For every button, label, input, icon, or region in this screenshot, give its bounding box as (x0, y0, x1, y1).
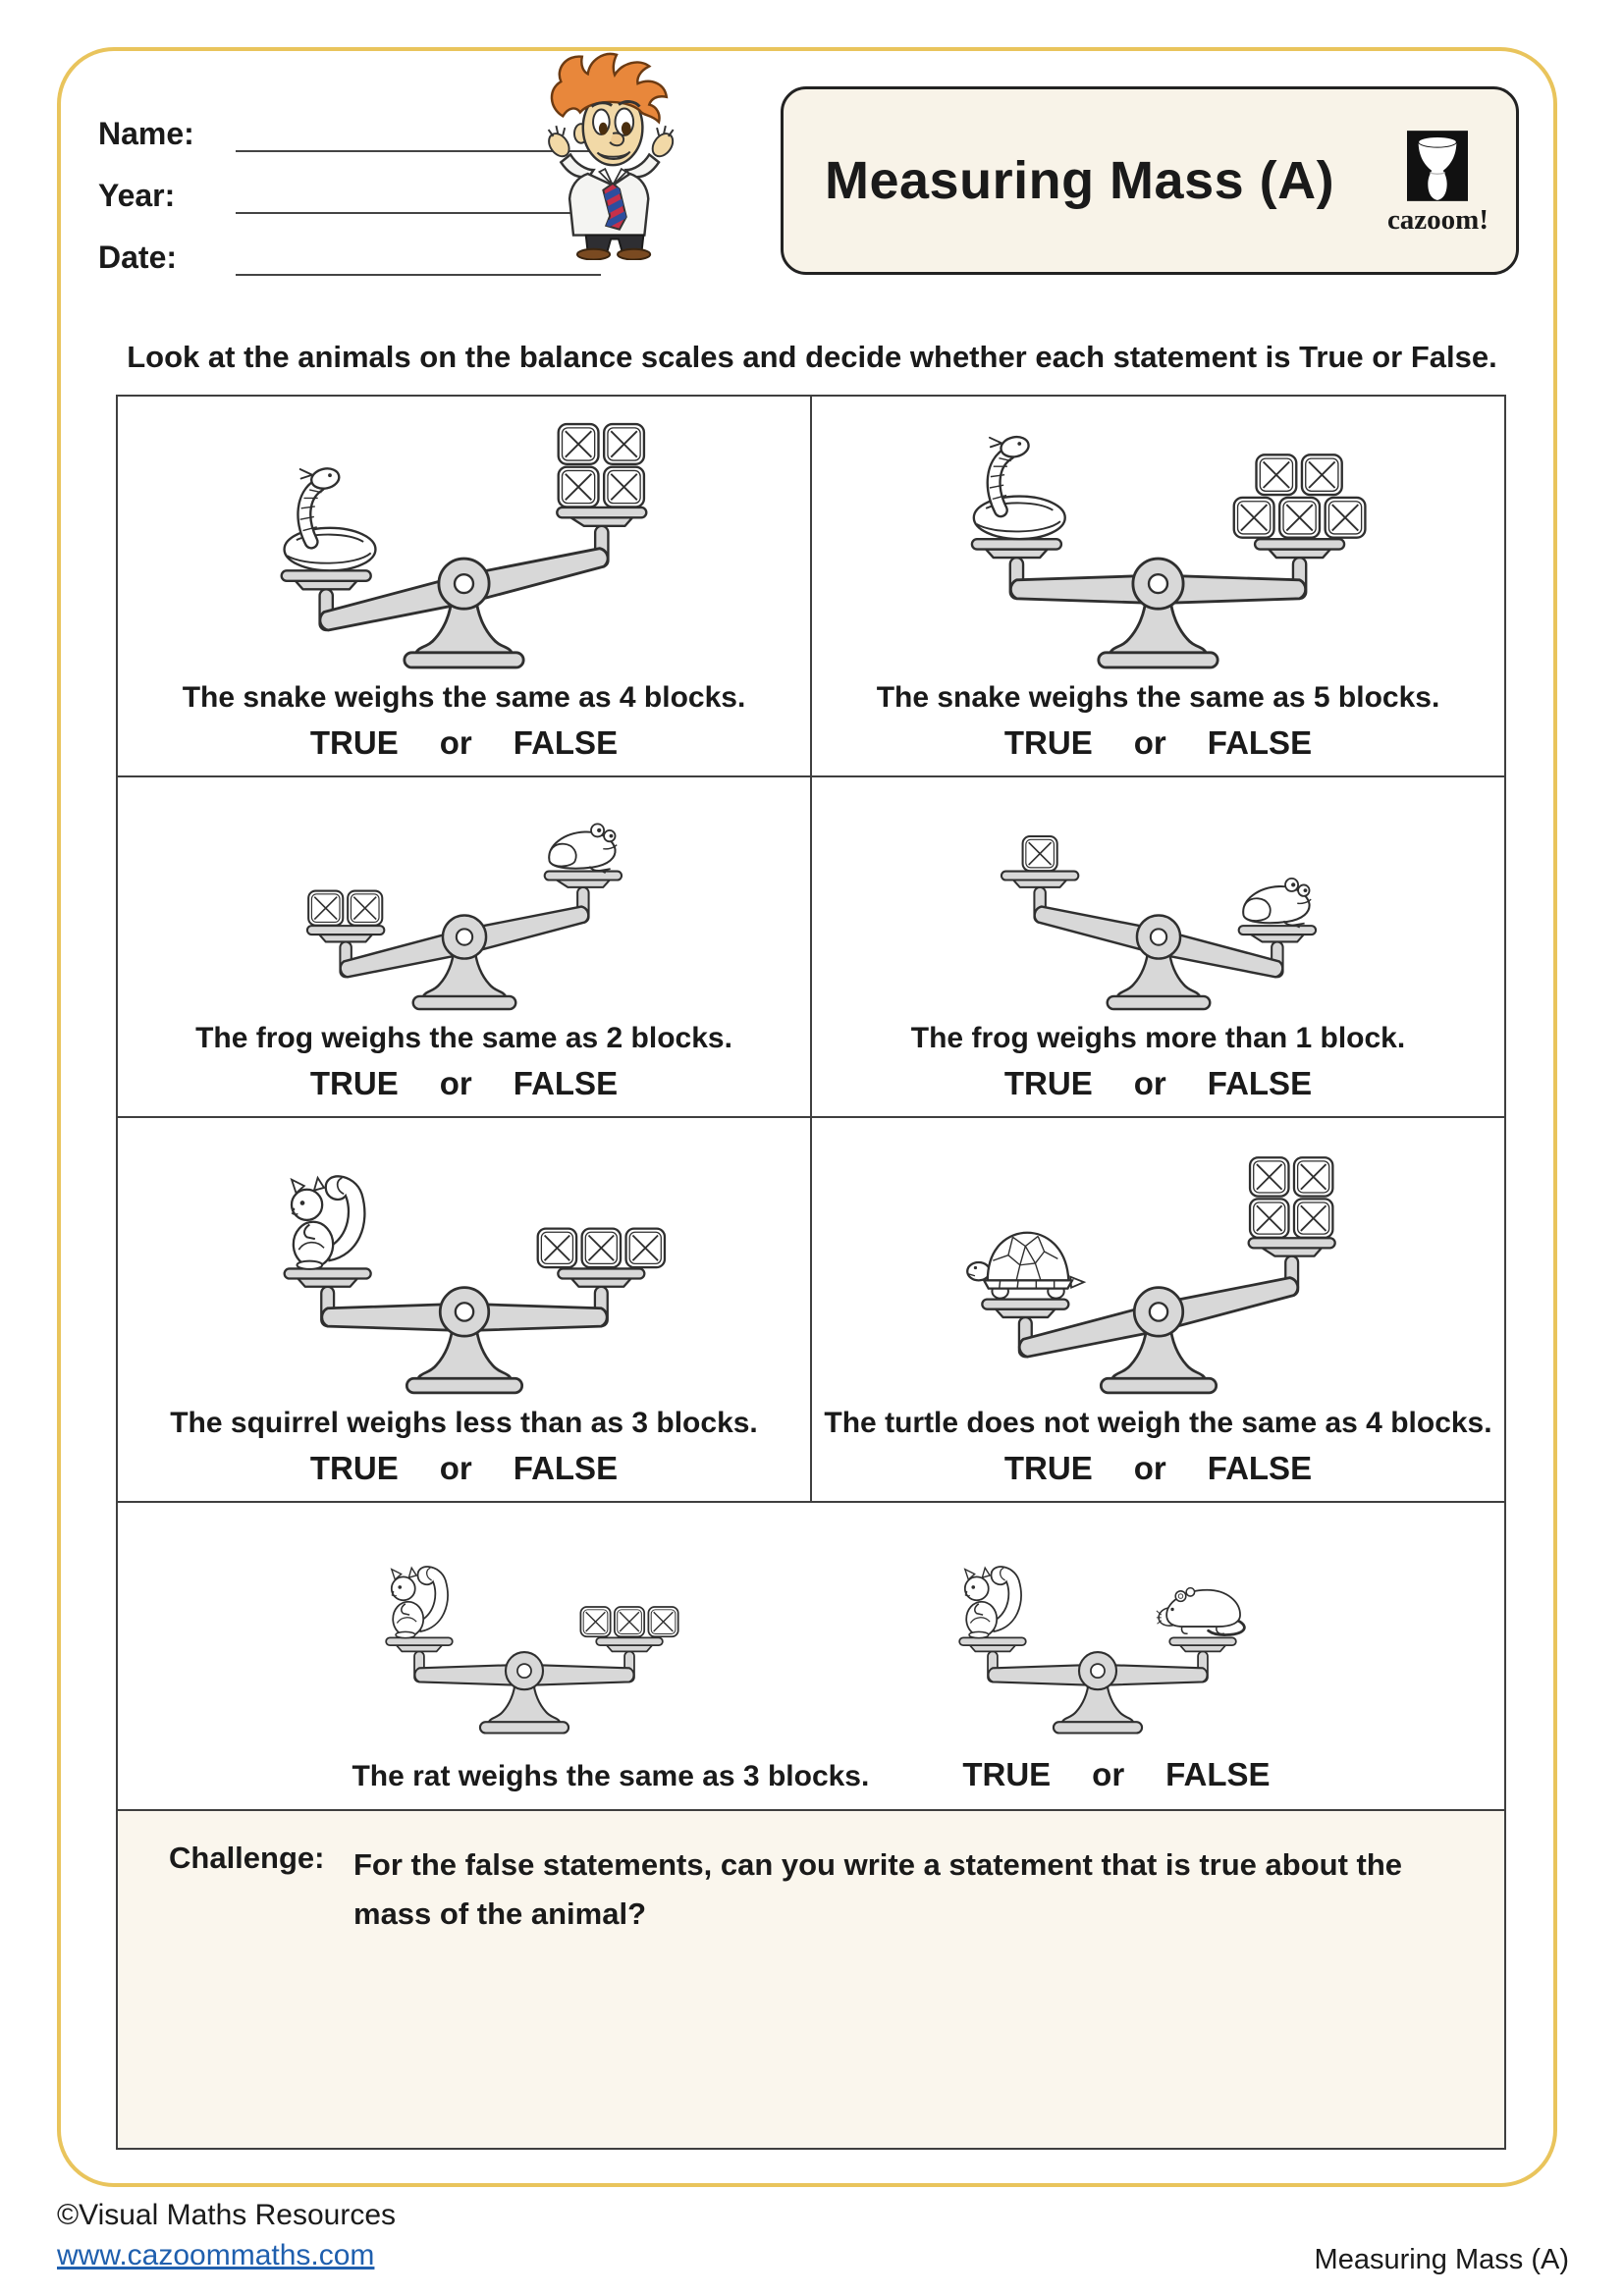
mascot-shoe-right (618, 249, 650, 260)
balance-scale-squirrel-rat (932, 1533, 1264, 1740)
grid-row-2 (118, 775, 1504, 1116)
false-option[interactable]: FALSE (513, 1450, 619, 1486)
scales-pair (118, 1503, 1504, 1740)
balance-scale-2-blocks-frog (268, 777, 661, 1018)
cazoom-logo-text: cazoom! (1386, 204, 1489, 236)
grid-row-4 (118, 1501, 1504, 1809)
question-line (118, 1740, 1504, 1809)
balance-scale-squirrel-3-blocks (358, 1533, 690, 1740)
question-cell-4 (810, 777, 1504, 1116)
grid-row-3 (118, 1116, 1504, 1501)
title-box (781, 86, 1519, 275)
answer-options (310, 724, 618, 762)
copyright-text: ©Visual Maths Resources (57, 2199, 397, 2231)
mascot-hand-right (648, 130, 677, 160)
year-label: Year: (98, 178, 176, 213)
question-statement: The rat weighs the same as 3 blocks. (352, 1760, 870, 1792)
false-option[interactable]: FALSE (1207, 724, 1313, 761)
balance-scale-turtle-4-blocks (943, 1133, 1375, 1403)
or-label: or (1133, 724, 1166, 761)
question-cell-1 (118, 397, 810, 775)
page-title: Measuring Mass (A) (825, 151, 1335, 210)
challenge-label: Challenge: (169, 1841, 325, 1875)
balance-scale-1-block-frog (962, 777, 1355, 1018)
or-label: or (439, 1065, 472, 1101)
date-field-row (98, 214, 601, 276)
question-cell-7 (118, 1503, 1504, 1809)
answer-options (310, 1065, 618, 1102)
balance-scale-snake-5-blocks (935, 399, 1381, 677)
date-label: Date: (98, 240, 178, 275)
question-statement: The frog weighs the same as 2 blocks. (195, 1022, 732, 1054)
or-label: or (439, 724, 472, 761)
true-option[interactable]: TRUE (1003, 1065, 1093, 1101)
grid-row-1 (118, 397, 1504, 775)
true-option[interactable]: TRUE (309, 1450, 399, 1486)
or-label: or (1133, 1065, 1166, 1101)
or-label: or (1133, 1450, 1166, 1486)
answer-options (1004, 724, 1312, 762)
false-option[interactable]: FALSE (513, 1065, 619, 1101)
false-option[interactable]: FALSE (1207, 1450, 1313, 1486)
name-field-row (98, 90, 601, 152)
cazoom-logo (1387, 131, 1489, 237)
answer-options (1004, 1450, 1312, 1487)
answer-options (962, 1756, 1270, 1793)
true-option[interactable]: TRUE (309, 724, 399, 761)
question-statement: The snake weighs the same as 5 blocks. (876, 681, 1440, 714)
student-fields (98, 90, 601, 276)
or-label: or (1092, 1756, 1125, 1792)
true-option[interactable]: TRUE (962, 1756, 1052, 1792)
challenge-text: For the false statements, can you write a statement that is true about the mass of the animal? (353, 1847, 1403, 1931)
answer-options (310, 1450, 618, 1487)
question-cell-6 (810, 1118, 1504, 1501)
balance-scale-snake-4-blocks (241, 399, 687, 677)
mascot-illustration (530, 45, 703, 260)
question-statement: The frog weighs more than 1 block. (910, 1022, 1406, 1054)
true-option[interactable]: TRUE (1003, 1450, 1093, 1486)
question-cell-5 (118, 1118, 810, 1501)
balance-scale-squirrel-3-blocks (248, 1133, 680, 1403)
challenge-section (118, 1809, 1504, 2148)
true-option[interactable]: TRUE (309, 1065, 399, 1101)
true-option[interactable]: TRUE (1003, 724, 1093, 761)
questions-grid (116, 395, 1506, 2150)
name-label: Name: (98, 116, 194, 151)
question-cell-2 (810, 397, 1504, 775)
question-cell-3 (118, 777, 810, 1116)
instruction-text: Look at the animals on the balance scales and decide whether each statement is True or False. (127, 340, 1497, 374)
false-option[interactable]: FALSE (513, 724, 619, 761)
question-statement: The squirrel weighs less than as 3 blocks. (170, 1407, 758, 1439)
false-option[interactable]: FALSE (1207, 1065, 1313, 1101)
answer-options (1004, 1065, 1312, 1102)
mascot-shoe-left (577, 249, 610, 260)
question-statement: The snake weighs the same as 4 blocks. (182, 681, 746, 714)
year-field-row (98, 152, 601, 214)
footer-doc-title: Measuring Mass (A) (1314, 2244, 1569, 2275)
website-link[interactable]: www.cazoommaths.com (57, 2239, 375, 2271)
question-statement: The turtle does not weigh the same as 4 blocks. (824, 1407, 1492, 1439)
false-option[interactable]: FALSE (1165, 1756, 1271, 1792)
cazoom-drum-icon (1407, 131, 1468, 201)
or-label: or (439, 1450, 472, 1486)
